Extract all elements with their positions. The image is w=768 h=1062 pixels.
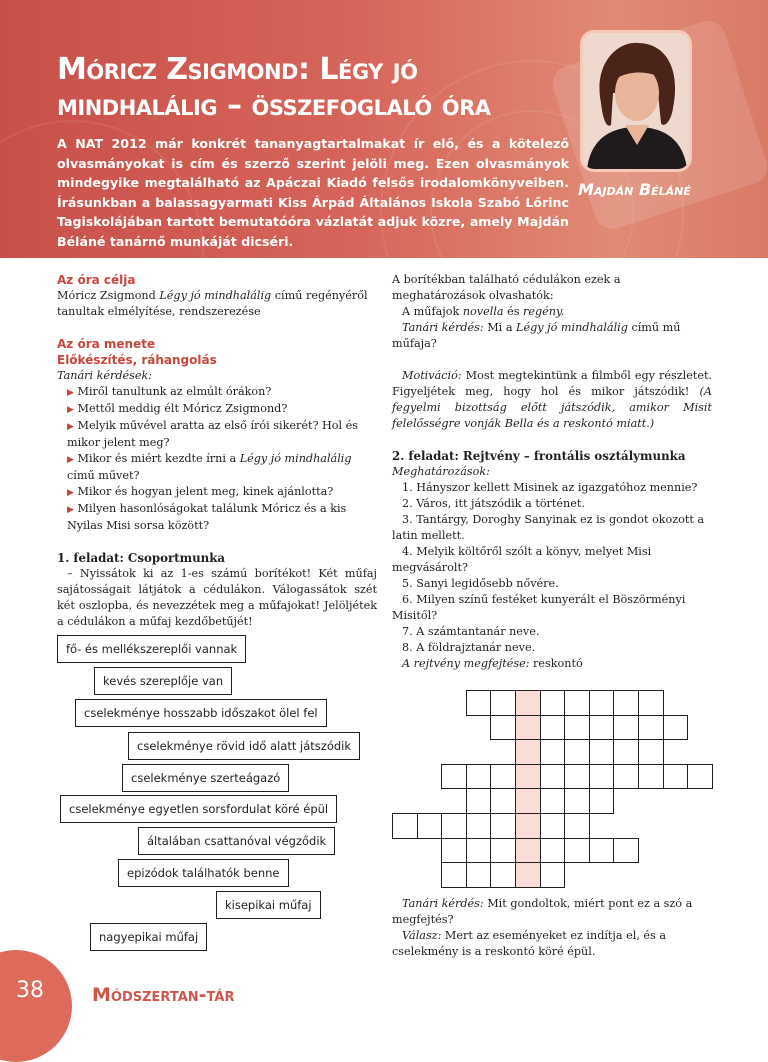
prep-heading: Előkészítés, ráhangolás: [57, 353, 217, 367]
course-heading: Az óra menete: [57, 337, 156, 351]
crossword-cell: [441, 764, 467, 790]
card-3: cselekménye hosszabb időszakot ölel fel: [75, 699, 327, 727]
definition-4: 4. Melyik költőről szólt a könyv, melyet Misi megvásárolt?: [392, 545, 652, 574]
question-4: ▶ Mikor és miért kezdte írni a Légy jó mindhalálig című művet?: [67, 452, 352, 482]
crossword-cell: [466, 690, 492, 716]
crossword-cell: [490, 788, 516, 814]
question-5: ▶ Mikor és hogyan jelent meg, kinek ajánlotta?: [67, 485, 334, 498]
definition-3: 3. Tantárgy, Doroghy Sanyinak ez is gondot okozott a latin mellett.: [392, 513, 705, 542]
article-title: Móricz Zsigmond: Légy jó mindhalálig – összefoglaló óra: [57, 52, 491, 123]
solution-line: A rejtvény megfejtése: reskontó: [402, 657, 583, 670]
crossword-cell: [613, 838, 639, 864]
crossword-cell: [687, 764, 713, 790]
page-number-circle: [0, 950, 72, 1062]
crossword-cell: [490, 862, 516, 888]
crossword-cell: [490, 715, 516, 741]
intro-paragraph: A NAT 2012 már konkrét tananyagtartalmakat ír elő, és a kötelező olvasmányokat is cím és szerző szerint jelöli meg. Ezen olvasmányok mindegyike megtalálható az Apáczai Kiadó felsős irodalomkönyveiben. Írásunkban a balassagyarmati Kiss Árpád Általános Iskola Szabó Lőrinc Tagiskolájában tartott bemutatóóra vázlatát adjuk közre, amely Majdán Béláné tanárnő munkáját dicséri.: [57, 136, 569, 249]
goal-text: Móricz Zsigmond Légy jó mindhalálig című regényéről tanultak elmélyítése, rendszerezése: [57, 289, 368, 318]
card-10: nagyepikai műfaj: [90, 923, 207, 951]
crossword-cell: [441, 838, 467, 864]
card-7: általában csattanóval végződik: [138, 827, 335, 855]
crossword-cell: [613, 715, 639, 741]
card-5: cselekménye szerteágazó: [122, 764, 289, 792]
definition-5: 5. Sanyi legidősebb nővére.: [402, 577, 559, 590]
crossword-cell: [540, 739, 566, 765]
teacher-question-solution: Tanári kérdés: Mit gondoltok, miért pont ez a szó a megfejtés?: [392, 897, 693, 926]
crossword-cell: [564, 788, 590, 814]
task1-heading: 1. feladat: Csoportmunka: [57, 551, 226, 565]
arrow-bullet-icon: ▶: [67, 405, 74, 415]
crossword-cell: [589, 690, 615, 716]
crossword-cell: [515, 838, 541, 864]
crossword-cell: [515, 715, 541, 741]
crossword-cell: [515, 690, 541, 716]
arrow-bullet-icon: ▶: [67, 505, 74, 515]
crossword-cell: [466, 788, 492, 814]
crossword-cell: [638, 690, 664, 716]
crossword-cell: [589, 739, 615, 765]
crossword-cell: [564, 739, 590, 765]
teacher-question-genre: Tanári kérdés: Mi a Légy jó mindhalálig című mű műfaja?: [392, 321, 681, 350]
definition-7: 7. A számtantanár neve.: [402, 625, 540, 638]
card-1: fő- és mellékszereplői vannak: [57, 635, 246, 663]
card-9: kisepikai műfaj: [216, 891, 321, 919]
crossword-cell: [564, 813, 590, 839]
author-photo: [580, 30, 692, 172]
crossword-cell: [564, 764, 590, 790]
header-banner: [0, 0, 768, 258]
crossword-cell: [466, 764, 492, 790]
card-4: cselekménye rövid idő alatt játszódik: [128, 732, 360, 760]
goal-heading: Az óra célja: [57, 273, 136, 287]
arrow-bullet-icon: ▶: [67, 455, 74, 465]
crossword-cell: [613, 764, 639, 790]
answer-block: [392, 896, 712, 960]
crossword-cell: [589, 764, 615, 790]
definition-6: 6. Milyen színű festéket kunyerált el Böszörményi Misitől?: [392, 593, 686, 622]
crossword-cell: [540, 715, 566, 741]
crossword-cell: [638, 715, 664, 741]
card-8: epizódok találhatók benne: [118, 859, 289, 887]
author-name: Majdán Béláné: [578, 180, 691, 199]
crossword-cell: [515, 813, 541, 839]
motivation-text: Motiváció: Most megtekintünk a filmből egy részletet. Figyeljétek meg, hogy hol és mikor játszódik! (A fegyelmi bizottság előtt játszódik, amikor Misit felelősségre vonják Bella és a reskontó miatt.): [392, 369, 712, 430]
card-2: kevés szereplője van: [94, 667, 232, 695]
portrait-icon: [583, 33, 689, 169]
crossword-cell: [564, 838, 590, 864]
crossword-cell: [564, 690, 590, 716]
definitions-label: Meghatározások:: [392, 465, 490, 478]
crossword-cell: [613, 739, 639, 765]
crossword-cell: [663, 715, 689, 741]
arrow-bullet-icon: ▶: [67, 422, 74, 432]
genres-text: A műfajok novella és regény.: [402, 305, 565, 318]
crossword-cell: [540, 690, 566, 716]
crossword-cell: [638, 764, 664, 790]
crossword-cell: [490, 690, 516, 716]
crossword-cell: [589, 838, 615, 864]
crossword-cell: [490, 838, 516, 864]
task2-heading: 2. feladat: Rejtvény – frontális osztálymunka: [392, 449, 686, 463]
crossword-cell: [490, 764, 516, 790]
crossword-cell: [392, 813, 418, 839]
teacher-questions-label: Tanári kérdések:: [57, 369, 153, 382]
answer-text: Válasz: Mert az eseményeket ez indítja el, és a cselekmény is a reskontó köré épül.: [392, 929, 667, 958]
definition-8: 8. A földrajztanár neve.: [402, 641, 536, 654]
crossword-cell: [417, 813, 443, 839]
crossword-cell: [564, 715, 590, 741]
left-column: [57, 272, 377, 630]
crossword-cell: [540, 838, 566, 864]
question-6: ▶ Milyen hasonlóságokat találunk Móricz és a kis Nyilas Misi sorsa között?: [67, 502, 347, 532]
crossword-cell: [540, 862, 566, 888]
crossword-cell: [638, 739, 664, 765]
crossword-cell: [490, 813, 516, 839]
crossword-cell: [540, 764, 566, 790]
arrow-bullet-icon: ▶: [67, 488, 74, 498]
crossword-cell: [466, 813, 492, 839]
crossword-cell: [540, 788, 566, 814]
magazine-title: Módszertan-tár: [92, 984, 235, 1006]
definition-1: 1. Hányszor kellett Misinek az igazgatóhoz mennie?: [402, 481, 698, 494]
question-1: ▶ Miről tanultunk az elmúlt órákon?: [67, 385, 272, 398]
crossword-cell: [515, 862, 541, 888]
question-3: ▶ Melyik művével aratta az első írói sikerét? Hol és mikor jelent meg?: [67, 419, 358, 449]
task1-text: – Nyissátok ki az 1-es számú borítékot! Két műfaj sajátosságait látjátok a cédulákon. Válogassátok szét két oszlopba, és nevezzétek meg a műfajokat! Jelöljétek a cédulákon a műfaj kezdőbetűjét!: [57, 567, 377, 628]
arrow-bullet-icon: ▶: [67, 388, 74, 398]
crossword-cell: [613, 690, 639, 716]
page-number: 38: [16, 978, 44, 1003]
crossword-cell: [466, 862, 492, 888]
crossword-cell: [466, 838, 492, 864]
crossword-cell: [589, 715, 615, 741]
crossword-cell: [589, 788, 615, 814]
crossword-cell: [441, 862, 467, 888]
crossword-cell: [515, 764, 541, 790]
crossword-cell: [515, 739, 541, 765]
envelope-text: A borítékban található cédulákon ezek a meghatározások olvashatók:: [392, 273, 621, 302]
crossword-cell: [441, 813, 467, 839]
right-column: [392, 272, 712, 672]
card-6: cselekménye egyetlen sorsfordulat köré épül: [60, 795, 337, 823]
question-2: ▶ Mettől meddig élt Móricz Zsigmond?: [67, 402, 288, 415]
crossword-cell: [663, 764, 689, 790]
crossword-cell: [515, 788, 541, 814]
crossword-cell: [540, 813, 566, 839]
definition-2: 2. Város, itt játszódik a történet.: [402, 497, 585, 510]
